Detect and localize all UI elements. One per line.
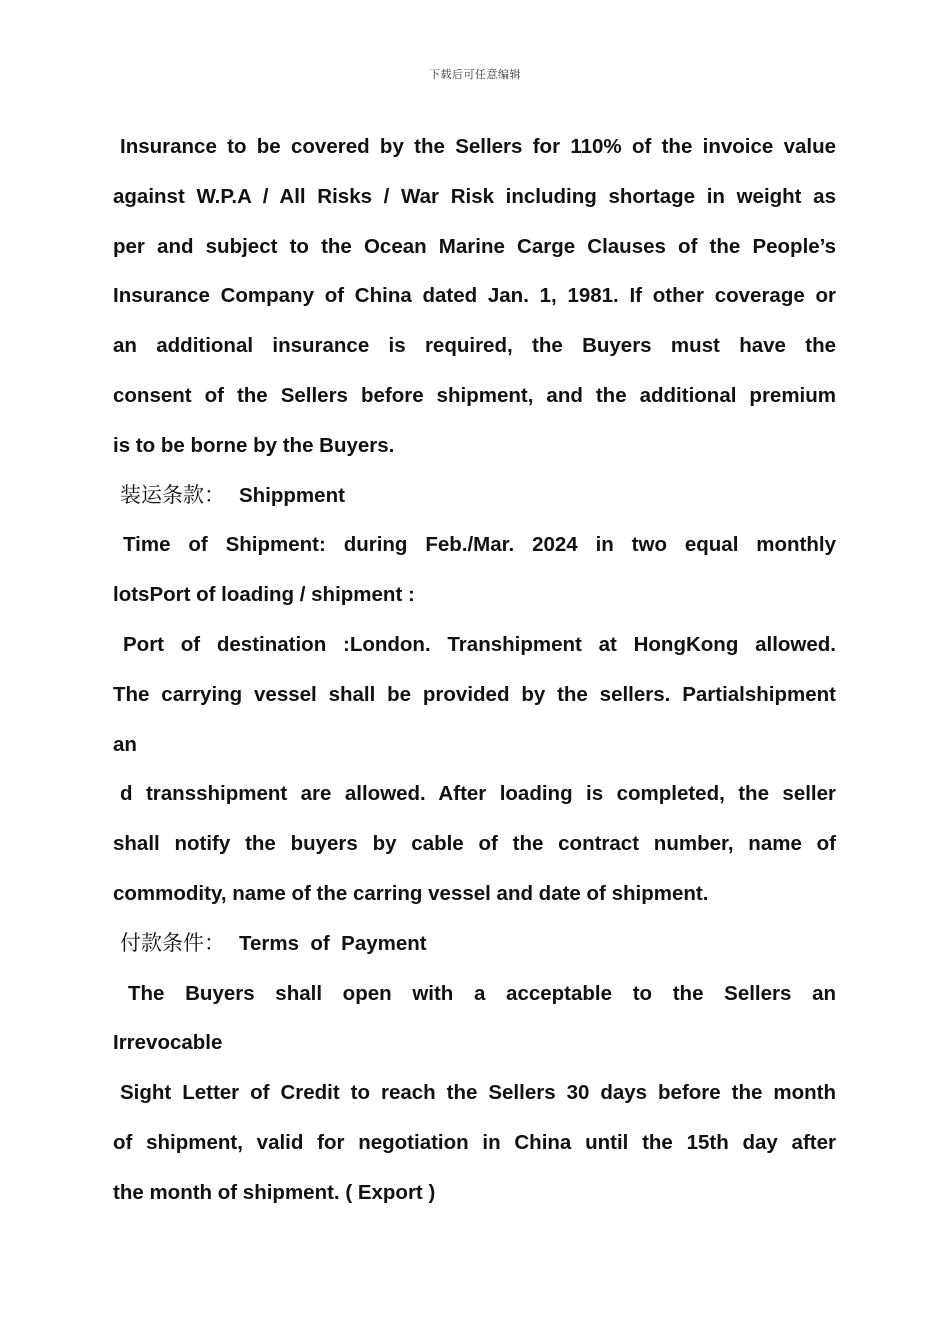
shipment-heading-cn: 装运条款： [120, 482, 225, 507]
insurance-line: Insurance to be covered by the Sellers for 110% of the invoice value [120, 135, 836, 158]
payment-heading-en: Terms of Payment [239, 931, 427, 955]
insurance-line: against W.P.A / All Risks / War Risk including shortage in weight as [113, 184, 836, 208]
payment-line: Sight Letter of Credit to reach the Sellers 30 days before the month [120, 1081, 836, 1105]
insurance-line: Insurance Company of China dated Jan. 1, 1981. If other coverage or [113, 284, 836, 308]
payment-line: of shipment, valid for negotiation in China until the 15th day after [113, 1130, 836, 1154]
shipment-line: commodity, name of the carring vessel and date of shipment. [113, 881, 709, 905]
payment-line: Irrevocable [113, 1031, 223, 1055]
insurance-line: consent of the Sellers before shipment, and the additional premium [113, 383, 836, 407]
shipment-heading-en: Shippment [239, 483, 345, 507]
shipment-heading [113, 471, 836, 521]
shipment-line: The carrying vessel shall be provided by the sellers. Partialshipment [113, 682, 836, 706]
insurance-line: is to be borne by the Buyers. [113, 433, 395, 457]
document-body [113, 122, 836, 1218]
shipment-line: d transshipment are allowed. After loading is completed, the seller [120, 782, 836, 806]
shipment-line: lotsPort of loading / shipment : [113, 583, 415, 607]
shipment-line: Port of destination :London. Transhipment at HongKong allowed. [123, 632, 836, 656]
insurance-line: an additional insurance is required, the Buyers must have the [113, 334, 836, 358]
payment-heading [113, 919, 836, 969]
payment-heading-cn: 付款条件： [120, 930, 225, 955]
payment-line: The Buyers shall open with a acceptable to the Sellers an [128, 981, 836, 1005]
shipment-line: Time of Shipment: during Feb./Mar. 2024 in two equal monthly [123, 533, 836, 557]
payment-line: the month of shipment. ( Export ) [113, 1180, 436, 1204]
insurance-line: per and subject to the Ocean Marine Carge Clauses of the People’s [113, 234, 836, 258]
header-note: 下载后可任意编辑 [429, 68, 521, 81]
shipment-line: shall notify the buyers by cable of the contract number, name of [113, 832, 836, 856]
shipment-line: an [113, 732, 137, 756]
